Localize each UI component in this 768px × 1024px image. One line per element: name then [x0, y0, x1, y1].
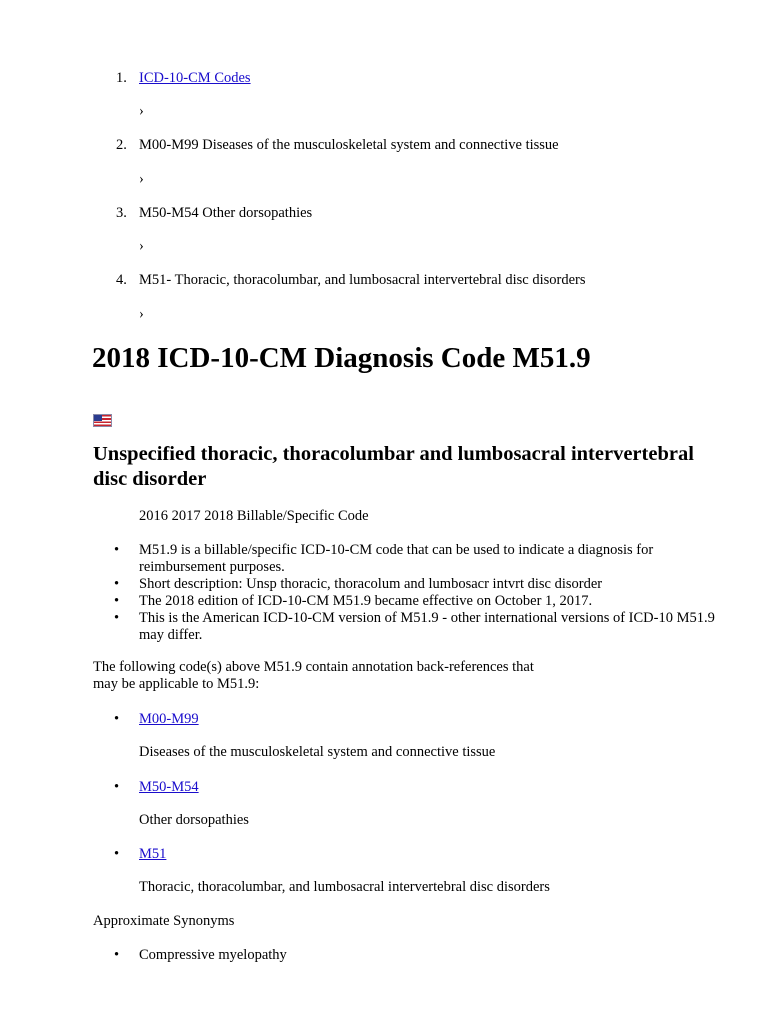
- bullet-text: Short description: Unsp thoracic, thoracolum and lumbosacr intvrt disc disorder: [139, 576, 603, 592]
- reference-link-m00-m99[interactable]: M00-M99: [139, 711, 199, 727]
- reference-description: Diseases of the musculoskeletal system and connective tissue: [139, 744, 496, 760]
- bullet-icon: •: [114, 542, 120, 558]
- breadcrumb-text-m00-m99: M00-M99 Diseases of the musculoskeletal system and connective tissue: [139, 137, 559, 153]
- us-flag-icon: [93, 414, 112, 427]
- bullet-icon: •: [114, 610, 120, 626]
- breadcrumb-number: 2.: [116, 137, 127, 153]
- bullet-icon: •: [114, 593, 120, 609]
- reference-description: Other dorsopathies: [139, 812, 249, 828]
- synonyms-heading: Approximate Synonyms: [93, 913, 235, 929]
- bullet-text: This is the American ICD-10-CM version of M51.9 - other international versions of ICD-10 M51.9 may differ.: [139, 610, 715, 643]
- breadcrumb-number: 4.: [116, 272, 127, 288]
- synonym-text: Compressive myelopathy: [139, 947, 287, 963]
- breadcrumb-link-icd10cm-codes[interactable]: ICD-10-CM Codes: [139, 70, 251, 86]
- bullet-icon: •: [114, 947, 120, 963]
- back-references-intro: The following code(s) above M51.9 contain annotation back-references that may be applicable to M51.9:: [93, 659, 534, 692]
- breadcrumb-separator-icon: ›: [139, 306, 144, 322]
- reference-link-m50-m54[interactable]: M50-M54: [139, 779, 199, 795]
- code-description-heading: Unspecified thoracic, thoracolumbar and lumbosacral intervertebral disc disorder: [93, 443, 694, 490]
- bullet-icon: •: [114, 576, 120, 592]
- bullet-icon: •: [114, 711, 120, 727]
- reference-description: Thoracic, thoracolumbar, and lumbosacral intervertebral disc disorders: [139, 879, 550, 895]
- bullet-icon: •: [114, 846, 120, 862]
- breadcrumb-separator-icon: ›: [139, 238, 144, 254]
- reference-link-m51[interactable]: M51: [139, 846, 167, 862]
- breadcrumb-text-m50-m54: M50-M54 Other dorsopathies: [139, 205, 313, 221]
- breadcrumb-separator-icon: ›: [139, 103, 144, 119]
- bullet-text: M51.9 is a billable/specific ICD-10-CM code that can be used to indicate a diagnosis for reimbursement purposes.: [139, 542, 654, 575]
- flag-canton: [94, 415, 102, 421]
- bullet-text: The 2018 edition of ICD-10-CM M51.9 became effective on October 1, 2017.: [139, 593, 593, 609]
- billable-years-line: 2016 2017 2018 Billable/Specific Code: [139, 508, 369, 524]
- breadcrumb-number: 3.: [116, 205, 127, 221]
- bullet-icon: •: [114, 779, 120, 795]
- page-title: 2018 ICD-10-CM Diagnosis Code M51.9: [92, 342, 591, 374]
- breadcrumb-separator-icon: ›: [139, 171, 144, 187]
- breadcrumb-text-m51: M51- Thoracic, thoracolumbar, and lumbosacral intervertebral disc disorders: [139, 272, 586, 288]
- breadcrumb-number: 1.: [116, 70, 127, 86]
